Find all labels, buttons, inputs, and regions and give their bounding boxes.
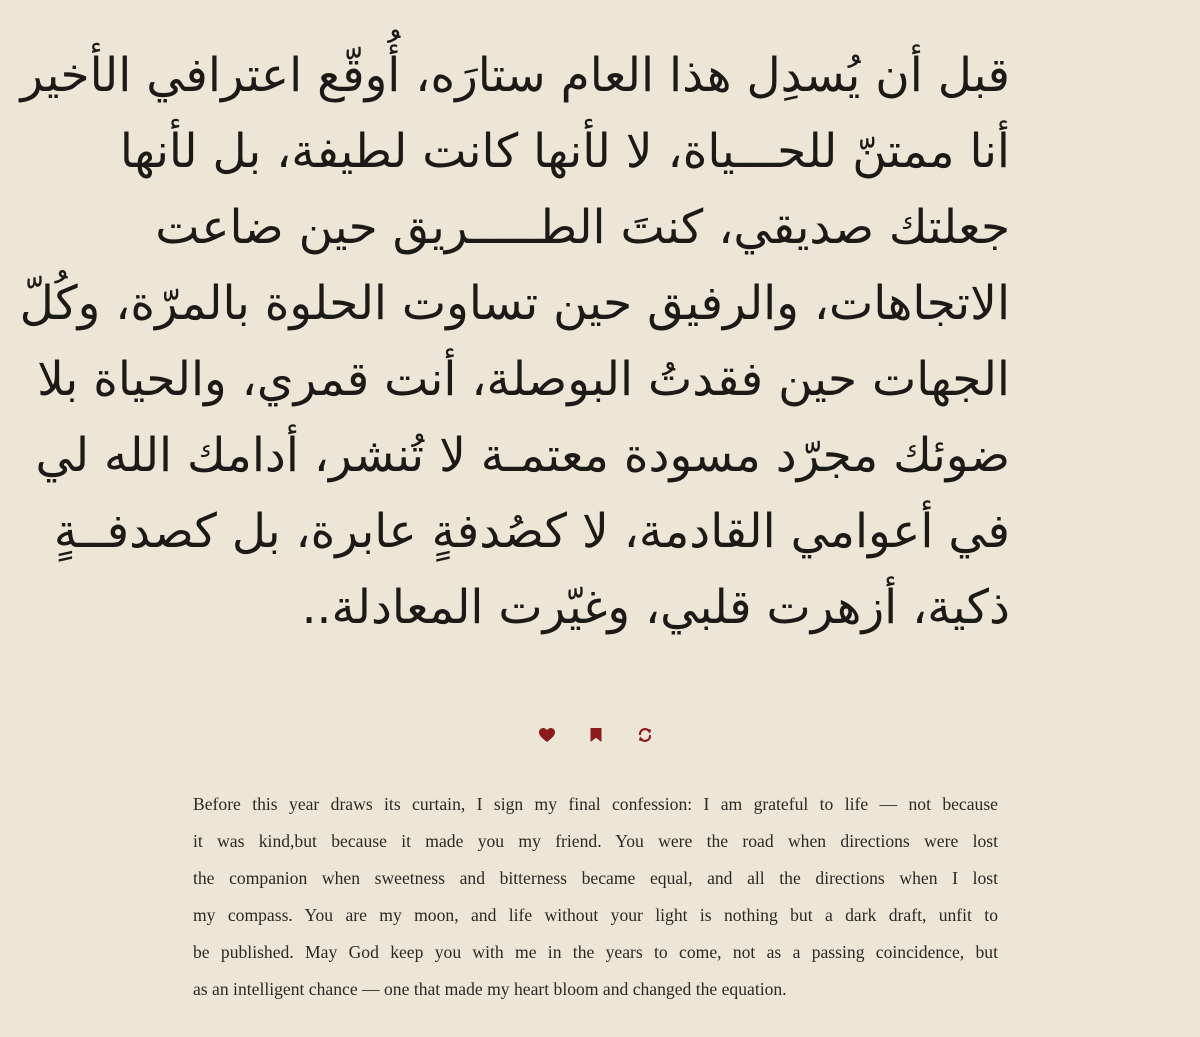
repost-icon[interactable] bbox=[634, 724, 656, 746]
arabic-line: ذكية، أزهرت قلبي، وغيّرت المعادلة.. bbox=[301, 580, 1010, 635]
action-bar bbox=[536, 723, 656, 747]
english-line: the companion when sweetness and bitterness became equal, and all the directions when I lost bbox=[193, 868, 998, 888]
arabic-line: في أعوامي القادمة، لا كصُدفةٍ عابرة، بل كصدفــةٍ bbox=[53, 504, 1010, 559]
arabic-line: أنا ممتنّ للحـــياة، لا لأنها كانت لطيفة، بل لأنها bbox=[119, 124, 1010, 179]
arabic-line: قبل أن يُسدِل هذا العام ستارَه، أُوقّع اعترافي الأخير bbox=[20, 48, 1010, 103]
arabic-line: الاتجاهات، والرفيق حين تساوت الحلوة بالمرّة، وكُلّ bbox=[19, 276, 1010, 331]
arabic-line: الجهات حين فقدتُ البوصلة، أنت قمري، والحياة بلا bbox=[37, 352, 1010, 407]
arabic-line: جعلتك صديقي، كنتَ الطـــــريق حين ضاعت bbox=[155, 200, 1010, 255]
english-line: be published. May God keep you with me in the years to come, not as a passing coincidence, but bbox=[193, 942, 998, 962]
heart-icon[interactable] bbox=[536, 724, 558, 746]
arabic-poem bbox=[19, 38, 1010, 646]
bookmark-icon[interactable] bbox=[585, 724, 607, 746]
english-line: it was kind,but because it made you my friend. You were the road when directions were lost bbox=[193, 831, 998, 851]
english-line: as an intelligent chance — one that made my heart bloom and changed the equation. bbox=[193, 979, 787, 999]
arabic-line: ضوئك مجرّد مسودة معتمـة لا تُنشر، أدامك الله لي bbox=[35, 428, 1010, 483]
english-line: my compass. You are my moon, and life without your light is nothing but a dark draft, unfit to bbox=[193, 905, 998, 925]
english-line: Before this year draws its curtain, I sign my final confession: I am grateful to life — not because bbox=[193, 794, 998, 814]
english-translation bbox=[193, 786, 998, 1008]
